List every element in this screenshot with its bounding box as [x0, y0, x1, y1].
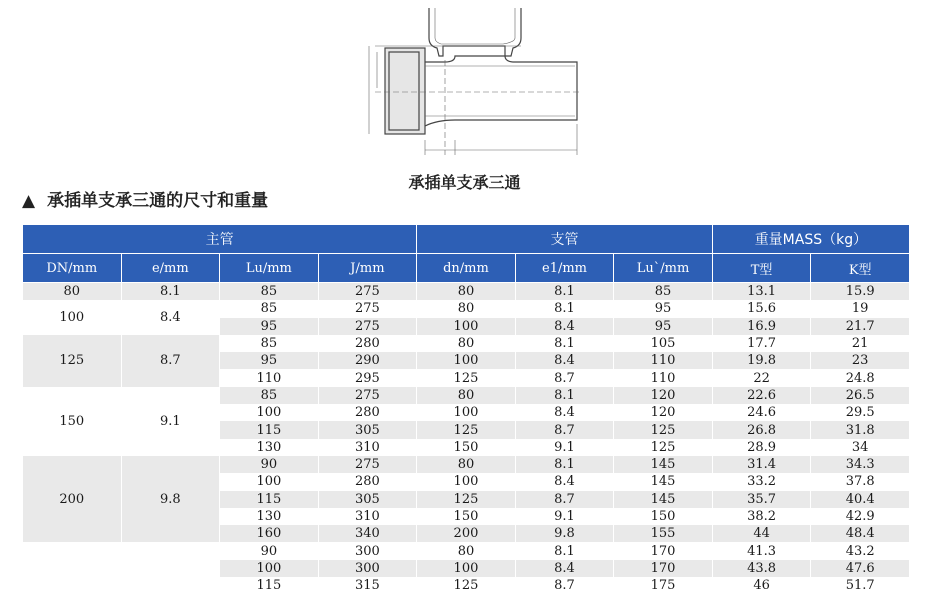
table-cell: 80: [417, 300, 516, 317]
table-cell: 9.1: [515, 508, 614, 525]
table-cell: 8.4: [515, 352, 614, 369]
table-cell: 8.7: [515, 577, 614, 594]
table-cell: 125: [417, 421, 516, 438]
table-cell: 19.8: [712, 352, 811, 369]
table-cell: 125: [417, 491, 516, 508]
column-header: T型: [712, 254, 811, 283]
table-cell: 120: [614, 404, 713, 421]
table-cell: 17.7: [712, 335, 811, 352]
table-cell: 8.4: [515, 473, 614, 490]
section-heading: [22, 186, 268, 211]
table-cell: 28.9: [712, 439, 811, 456]
column-header: J/mm: [318, 254, 417, 283]
table-cell: 95: [614, 300, 713, 317]
table-cell: 85: [614, 283, 713, 301]
table-cell: 275: [318, 456, 417, 473]
branch-socket-inner: [435, 8, 515, 44]
table-cell: 105: [614, 335, 713, 352]
table-cell: 310: [318, 439, 417, 456]
table-cell: 115: [220, 577, 319, 594]
table-cell: 160: [220, 525, 319, 542]
table-cell: 21: [811, 335, 910, 352]
table-cell: 48.4: [811, 525, 910, 542]
table-cell: 100: [417, 318, 516, 335]
table-cell: 150: [614, 508, 713, 525]
table-cell: 125: [614, 421, 713, 438]
table-cell: 8.1: [515, 300, 614, 317]
table-cell: 315: [318, 577, 417, 594]
table-cell: 15.6: [712, 300, 811, 317]
table-cell: 22: [712, 369, 811, 386]
table-row: [23, 283, 910, 301]
table-cell: 100: [220, 473, 319, 490]
column-header: dn/mm: [417, 254, 516, 283]
table-cell: 8.1: [515, 335, 614, 352]
figure-caption: 承插单支承三通: [408, 173, 521, 192]
table-cell: 305: [318, 491, 417, 508]
table-cell: 120: [614, 387, 713, 404]
table-row: [23, 542, 910, 559]
table-cell: 155: [614, 525, 713, 542]
main-barrel-inner: [425, 66, 575, 116]
table-cell: 9.8: [515, 525, 614, 542]
cell-e: 8.7: [121, 335, 220, 387]
table-cell: 100: [220, 560, 319, 577]
table-cell: 175: [614, 577, 713, 594]
table-cell: 43.2: [811, 542, 910, 559]
cell-dn: [23, 542, 122, 594]
table-cell: 115: [220, 491, 319, 508]
table-cell: 35.7: [712, 491, 811, 508]
table-cell: 145: [614, 491, 713, 508]
table-cell: 150: [417, 508, 516, 525]
cell-dn: 200: [23, 456, 122, 542]
table-row: [23, 456, 910, 473]
table-cell: 80: [417, 335, 516, 352]
table-cell: 8.4: [515, 404, 614, 421]
table-cell: 24.6: [712, 404, 811, 421]
table-cell: 29.5: [811, 404, 910, 421]
table-cell: 80: [417, 456, 516, 473]
cell-e: [121, 542, 220, 594]
table-cell: 80: [417, 542, 516, 559]
table-cell: 43.8: [712, 560, 811, 577]
cell-e: 9.8: [121, 456, 220, 542]
table-cell: 9.1: [515, 439, 614, 456]
table-cell: 23: [811, 352, 910, 369]
table-cell: 170: [614, 542, 713, 559]
table-cell: 46: [712, 577, 811, 594]
table-row: [23, 335, 910, 352]
table-cell: 110: [220, 369, 319, 386]
table-cell: 44: [712, 525, 811, 542]
table-cell: 100: [417, 352, 516, 369]
table-cell: 125: [417, 369, 516, 386]
table-cell: 24.8: [811, 369, 910, 386]
table-cell: 85: [220, 300, 319, 317]
branch-socket-outline: [429, 8, 521, 56]
table-cell: 130: [220, 508, 319, 525]
cell-e: 8.4: [121, 300, 220, 335]
table-cell: 110: [614, 352, 713, 369]
table-row: [23, 300, 910, 317]
table-cell: 305: [318, 421, 417, 438]
column-header: Lu/mm: [220, 254, 319, 283]
column-header: e1/mm: [515, 254, 614, 283]
table-cell: 340: [318, 525, 417, 542]
cell-dn: 125: [23, 335, 122, 387]
table-cell: 85: [220, 335, 319, 352]
cell-dn: 100: [23, 300, 122, 335]
table-cell: 275: [318, 300, 417, 317]
table-cell: 125: [417, 577, 516, 594]
table-cell: 200: [417, 525, 516, 542]
main-barrel-outline: [425, 56, 577, 126]
table-row: [23, 387, 910, 404]
table-cell: 85: [220, 283, 319, 301]
column-header: e/mm: [121, 254, 220, 283]
table-cell: 8.1: [515, 387, 614, 404]
table-cell: 100: [417, 473, 516, 490]
table-cell: 42.9: [811, 508, 910, 525]
table-cell: 15.9: [811, 283, 910, 301]
table-cell: 110: [614, 369, 713, 386]
column-header: Lu`/mm: [614, 254, 713, 283]
table-cell: 31.4: [712, 456, 811, 473]
tee-fitting-drawing: [355, 0, 585, 160]
table-cell: 95: [220, 318, 319, 335]
table-cell: 80: [417, 283, 516, 301]
table-cell: 300: [318, 542, 417, 559]
dimensions-weight-table: [22, 224, 910, 594]
table-cell: 90: [220, 542, 319, 559]
table-cell: 19: [811, 300, 910, 317]
table-cell: 41.3: [712, 542, 811, 559]
cell-dn: 150: [23, 387, 122, 456]
table-cell: 275: [318, 318, 417, 335]
table-cell: 31.8: [811, 421, 910, 438]
table-cell: 26.8: [712, 421, 811, 438]
cell-dn: 80: [23, 283, 122, 301]
table-cell: 275: [318, 283, 417, 301]
table-column-header-row: [23, 254, 910, 283]
table-cell: 8.1: [515, 283, 614, 301]
table-cell: 8.7: [515, 491, 614, 508]
table-cell: 80: [417, 387, 516, 404]
table-cell: 13.1: [712, 283, 811, 301]
table-cell: 34.3: [811, 456, 910, 473]
table-cell: 21.7: [811, 318, 910, 335]
table-cell: 40.4: [811, 491, 910, 508]
table-body: [23, 283, 910, 595]
table-cell: 170: [614, 560, 713, 577]
table-cell: 280: [318, 335, 417, 352]
table-cell: 95: [614, 318, 713, 335]
column-header: K型: [811, 254, 910, 283]
table-cell: 100: [417, 404, 516, 421]
table-cell: 300: [318, 560, 417, 577]
table-cell: 85: [220, 387, 319, 404]
table-cell: 37.8: [811, 473, 910, 490]
table-cell: 8.4: [515, 318, 614, 335]
table-cell: 33.2: [712, 473, 811, 490]
table-cell: 90: [220, 456, 319, 473]
section-title: 承插单支承三通的尺寸和重量: [47, 191, 269, 211]
group-header: 主管: [23, 225, 417, 254]
table-cell: 95: [220, 352, 319, 369]
table-cell: 38.2: [712, 508, 811, 525]
table-cell: 145: [614, 456, 713, 473]
table-cell: 125: [614, 439, 713, 456]
group-header: 重量MASS（kg）: [712, 225, 909, 254]
table-cell: 275: [318, 387, 417, 404]
table-cell: 280: [318, 473, 417, 490]
table-cell: 310: [318, 508, 417, 525]
table-cell: 22.6: [712, 387, 811, 404]
column-header: DN/mm: [23, 254, 122, 283]
table-cell: 130: [220, 439, 319, 456]
table-cell: 295: [318, 369, 417, 386]
table-cell: 100: [417, 560, 516, 577]
cell-e: 8.1: [121, 283, 220, 301]
table-cell: 47.6: [811, 560, 910, 577]
group-header: 支管: [417, 225, 713, 254]
table-cell: 145: [614, 473, 713, 490]
table-cell: 51.7: [811, 577, 910, 594]
table-cell: 8.4: [515, 560, 614, 577]
table-cell: 280: [318, 404, 417, 421]
cell-e: 9.1: [121, 387, 220, 456]
table-group-header-row: [23, 225, 910, 254]
table-cell: 26.5: [811, 387, 910, 404]
table-cell: 34: [811, 439, 910, 456]
table-cell: 8.7: [515, 421, 614, 438]
triangle-marker-icon: ▲: [22, 191, 36, 211]
table-cell: 115: [220, 421, 319, 438]
table-cell: 8.1: [515, 456, 614, 473]
table-cell: 150: [417, 439, 516, 456]
table-cell: 16.9: [712, 318, 811, 335]
table-cell: 290: [318, 352, 417, 369]
table-cell: 8.1: [515, 542, 614, 559]
table-cell: 8.7: [515, 369, 614, 386]
table-cell: 100: [220, 404, 319, 421]
